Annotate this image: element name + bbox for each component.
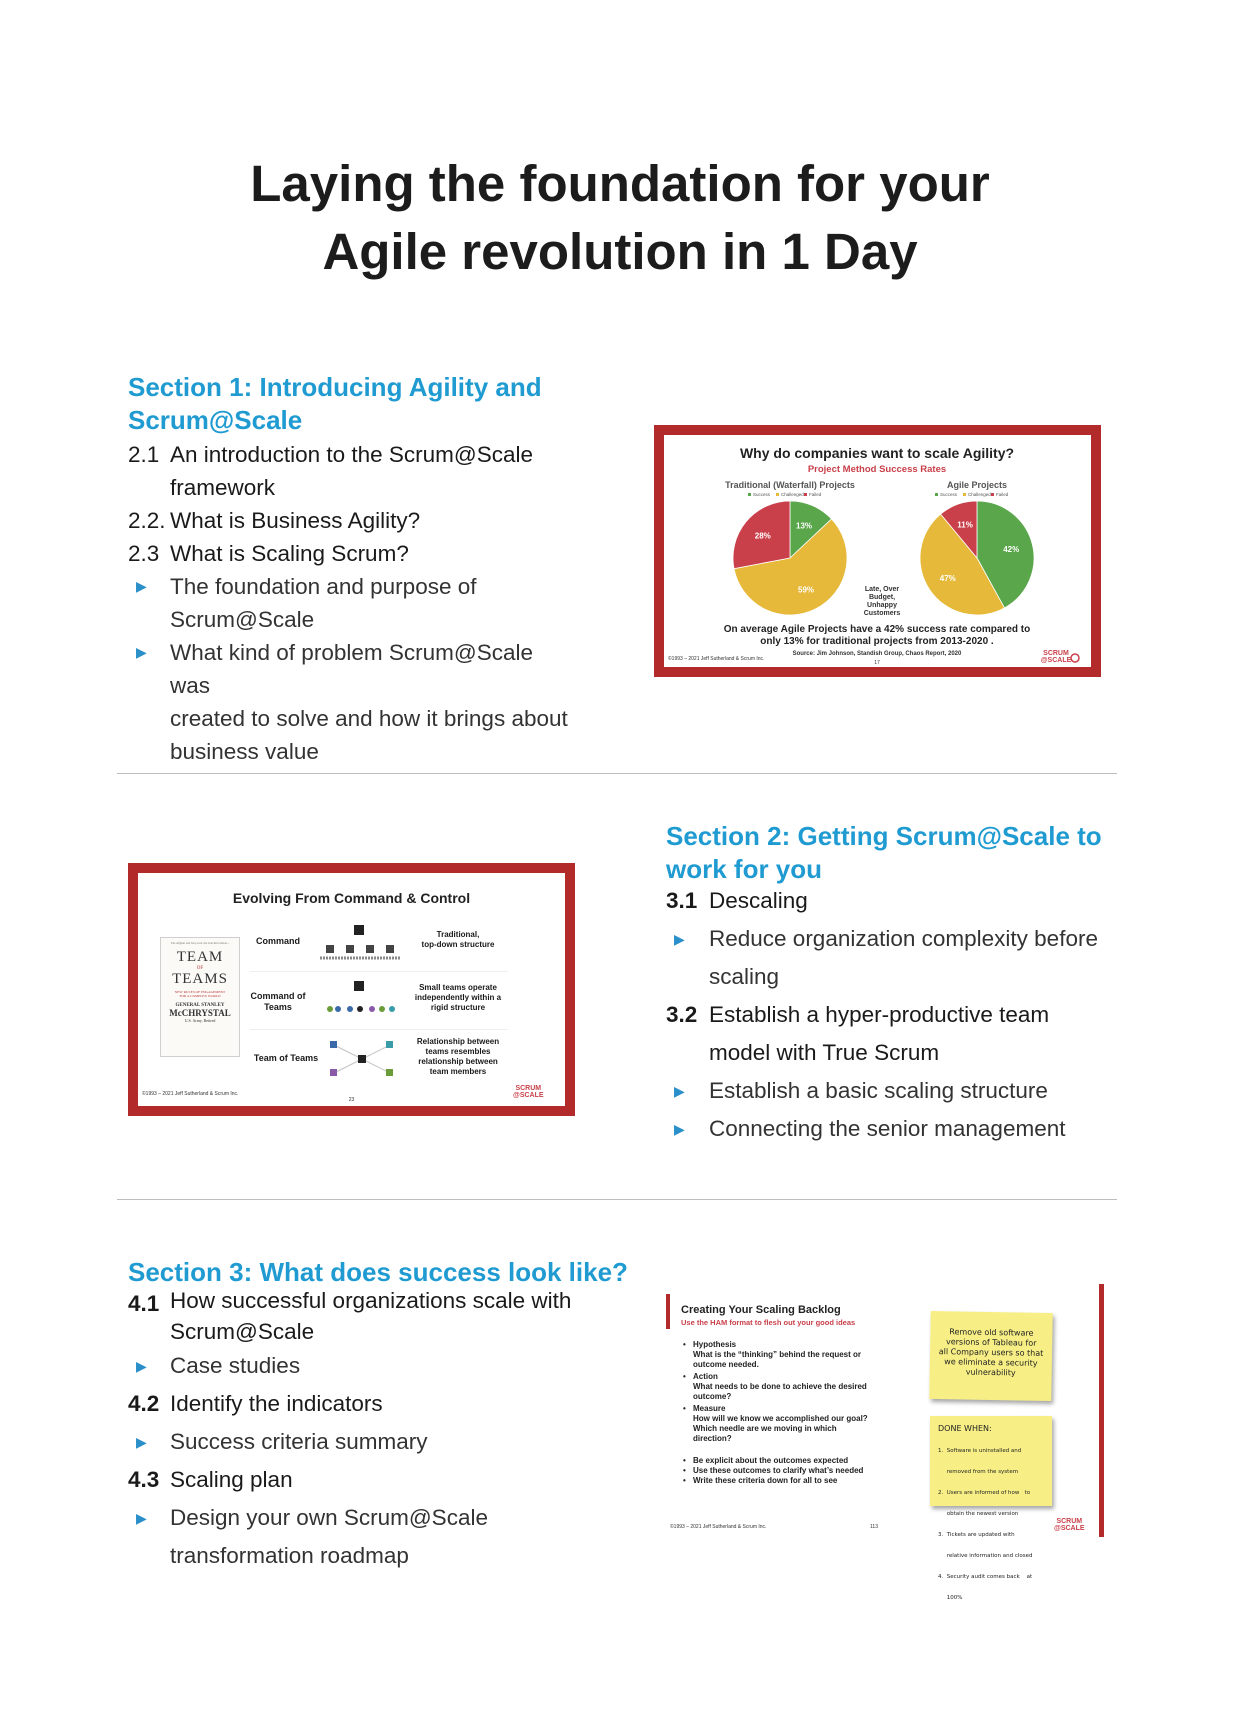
book-cover-image: [160, 937, 240, 1057]
list-item: [128, 504, 568, 537]
legend-swatch: [935, 493, 938, 496]
item-text: What is Scaling Scrum?: [170, 541, 409, 566]
note-line: versions of Tableau for: [945, 1337, 1037, 1348]
item-text: Use these outcomes to clarify what’s needed: [693, 1466, 864, 1475]
list-item: [681, 1340, 911, 1370]
item-text: scaling: [709, 964, 780, 989]
section-1-title-line1: Section 1: Introducing Agility and: [128, 372, 542, 402]
center-note-line: Unhappy: [867, 602, 897, 609]
scrum-logo: [513, 1085, 544, 1099]
bullet-dot-icon: •: [683, 1466, 686, 1475]
section-1-list: [128, 438, 568, 768]
scrum-logo-text: SCRUM: [1056, 1518, 1083, 1525]
desc-line: Traditional,: [436, 930, 480, 939]
section-2: [666, 820, 1116, 1148]
structure-table: [250, 913, 508, 1089]
item-text: framework: [170, 475, 276, 500]
legend-swatch: [776, 493, 779, 496]
item-text: The foundation and purpose of: [170, 574, 477, 599]
item-text: What kind of problem Scrum@Scale was: [170, 640, 533, 698]
ham-line: What needs to be done to achieve the desired: [693, 1382, 867, 1391]
table-row: [250, 971, 508, 1030]
teams-diagram-icon: [320, 979, 400, 1023]
bullet-arrow-icon: ▶: [674, 931, 685, 947]
right-pie-label: Agile Projects: [946, 480, 1008, 490]
item-text: Design your own Scrum@Scale: [170, 1505, 488, 1530]
bullet-dot-icon: •: [683, 1404, 686, 1413]
ham-line: outcome?: [693, 1392, 732, 1401]
book-subtitle: FOR A COMPLEX WORLD: [179, 994, 221, 998]
slide-page-number: 17: [874, 660, 880, 666]
legend-label: Failed: [809, 492, 822, 497]
desc-line: Small teams operate: [419, 983, 497, 992]
ham-head: Action: [693, 1372, 718, 1381]
note-line: obtain the newest version: [938, 1511, 1019, 1517]
item-text: Connecting the senior management: [709, 1116, 1066, 1141]
section-1: [128, 371, 568, 768]
bullet-dot-icon: •: [683, 1456, 686, 1465]
section-3: [128, 1256, 628, 1575]
slide-evolving: [128, 863, 575, 1116]
legend-label: Challenged: [968, 492, 991, 497]
desc-line: independently within a: [414, 993, 502, 1002]
slide-copyright: ©1993 – 2021 Jeff Sutherland & Scrum Inc.: [668, 656, 765, 662]
item-text: Write these criteria down for all to see: [693, 1476, 838, 1485]
item-number: 4.1: [128, 1291, 160, 1316]
left-legend: [748, 492, 822, 497]
legend-label: Success: [753, 492, 771, 497]
section-2-title-line2: work for you: [666, 854, 823, 884]
item-text: Identify the indicators: [170, 1391, 383, 1416]
item-text: Scrum@Scale: [170, 1319, 315, 1344]
pie-data-label: 42%: [1003, 545, 1020, 555]
hierarchy-diagram-icon: [320, 923, 400, 963]
ham-line: direction?: [693, 1434, 732, 1443]
slide-scaling-backlog: [666, 1284, 1104, 1601]
bullet-arrow-icon: ▶: [136, 1434, 147, 1450]
note-line: relative information and closed: [938, 1553, 1033, 1559]
pie-data-label: 28%: [754, 531, 771, 541]
item-number: 3.1: [666, 888, 698, 913]
list-item: [128, 1385, 628, 1423]
ham-head: Hypothesis: [693, 1340, 737, 1349]
note-line: 3. Tickets are updated with: [938, 1532, 1015, 1538]
scrum-logo-text: @SCALE: [513, 1092, 544, 1099]
bullet-arrow-icon: ▶: [136, 644, 147, 660]
note-line: 2. Users are informed of how to: [938, 1490, 1031, 1496]
slide-subtitle: Use the HAM format to flesh out your good ideas: [681, 1318, 856, 1327]
page-title-line1: Laying the foundation for your: [250, 155, 990, 212]
page-title-line2: Agile revolution in 1 Day: [322, 223, 918, 280]
item-text: business value: [170, 739, 319, 764]
section-3-title: Section 3: What does success look like?: [128, 1257, 628, 1287]
desc-line: rigid structure: [430, 1003, 486, 1012]
explicit-list: [681, 1456, 911, 1486]
ham-list: [681, 1340, 911, 1486]
note-title: DONE WHEN:: [938, 1424, 992, 1433]
scrum-logo: [1054, 1518, 1085, 1532]
item-text: Scaling plan: [170, 1467, 293, 1492]
slide-page-number: 113: [870, 1524, 878, 1530]
bullet-arrow-icon: ▶: [674, 1083, 685, 1099]
desc-line: teams resembles: [425, 1047, 491, 1056]
page-title: [0, 150, 1240, 286]
bullet-arrow-icon: ▶: [136, 1358, 147, 1374]
scrum-logo-text: @SCALE: [1040, 657, 1072, 664]
row-description: [408, 930, 508, 950]
desc-line: team members: [429, 1067, 487, 1076]
summary-line: On average Agile Projects have a 42% success rate compared to: [723, 624, 1031, 635]
item-text: Descaling: [709, 888, 808, 913]
item-text: An introduction to the Scrum@Scale: [170, 442, 534, 467]
slide-body: [664, 435, 1091, 667]
legend-swatch: [991, 493, 994, 496]
table-row: [250, 913, 508, 972]
section-1-title-line2: Scrum@Scale: [128, 405, 303, 435]
note-line: Remove old software: [949, 1327, 1034, 1338]
pie-chart-figure: [664, 435, 1091, 667]
row-label: Command of Teams: [250, 991, 306, 1012]
left-pie-label: Traditional (Waterfall) Projects: [725, 480, 855, 490]
slide-copyright: ©1993 – 2021 Jeff Sutherland & Scrum Inc.: [142, 1091, 239, 1097]
list-item: [128, 636, 568, 768]
list-item: [666, 882, 1116, 920]
item-text: Success criteria summary: [170, 1429, 428, 1454]
list-item: [666, 996, 1116, 1072]
item-number: 2.3: [128, 541, 160, 566]
desc-line: Relationship between: [416, 1037, 500, 1046]
bullet-arrow-icon: ▶: [674, 1121, 685, 1137]
scrum-logo-text: @SCALE: [1054, 1525, 1085, 1532]
pie-data-label: 47%: [939, 573, 956, 583]
row-label: Team of Teams: [253, 1053, 319, 1063]
book-title: TEAMS: [172, 971, 228, 987]
slide-title: Why do companies want to scale Agility?: [739, 445, 1015, 461]
list-item: [681, 1456, 911, 1466]
center-note-line: Late, Over: [864, 586, 900, 593]
item-text: How successful organizations scale with: [170, 1288, 572, 1313]
list-item: [128, 570, 568, 636]
ham-head: Measure: [693, 1404, 726, 1413]
slide-copyright: ©1993 – 2021 Jeff Sutherland & Scrum Inc.: [670, 1524, 767, 1530]
book-title-of: OF: [196, 966, 204, 971]
item-text: Establish a hyper-productive team: [709, 1002, 1050, 1027]
item-text: Be explicit about the outcomes expected: [693, 1456, 849, 1465]
item-number: 4.3: [128, 1467, 160, 1492]
item-text: Establish a basic scaling structure: [709, 1078, 1048, 1103]
slide-body: [138, 873, 565, 1106]
list-item: [128, 1423, 628, 1461]
source-note: Source: Jim Johnson, Standish Group, Chaos Report, 2020: [792, 651, 962, 657]
item-text: transformation roadmap: [170, 1543, 409, 1568]
item-text: Reduce organization complexity before: [709, 926, 1098, 951]
item-text: model with True Scrum: [709, 1040, 940, 1065]
item-number: 3.2: [666, 1002, 698, 1027]
book-author-rank: U.S. Army, Retired: [184, 1018, 216, 1023]
list-item: [681, 1404, 911, 1444]
list-item: [128, 1461, 628, 1499]
book-subtitle: NEW RULES OF ENGAGEMENT: [174, 990, 226, 994]
section-3-list: [128, 1285, 628, 1575]
legend-label: Challenged: [781, 492, 804, 497]
ham-line: Which needle are we moving in which: [693, 1424, 837, 1433]
legend-swatch: [963, 493, 966, 496]
section-2-title-line1: Section 2: Getting Scrum@Scale to: [666, 821, 1102, 851]
ham-line: What is the “thinking” behind the request or: [693, 1350, 862, 1359]
sticky-note-done-when: [930, 1416, 1052, 1601]
legend-swatch: [748, 493, 751, 496]
center-note-line: Budget,: [868, 594, 896, 601]
item-text: Scrum@Scale: [170, 607, 315, 632]
slide-why-scale: [654, 425, 1101, 677]
item-text: Case studies: [170, 1353, 301, 1378]
section-1-title: [128, 371, 568, 437]
item-number: 2.2.: [128, 508, 166, 533]
bullet-arrow-icon: ▶: [136, 578, 147, 594]
note-line: we eliminate a security: [944, 1357, 1038, 1368]
item-number: 2.1: [128, 442, 160, 467]
pie-data-label: 59%: [798, 585, 815, 595]
book-blurb: The Afghan and Iraq wars: the Iran Revolution...: [170, 941, 230, 945]
scrum-logo-icon: [1071, 654, 1079, 662]
slide-edge-bar: [1099, 1284, 1104, 1537]
done-when-list: [930, 1434, 1052, 1616]
note-line: 1. Software is uninstalled and: [938, 1448, 1022, 1454]
desc-line: relationship between: [418, 1057, 498, 1066]
summary-line: only 13% for traditional projects from 2013-2020 .: [760, 636, 994, 647]
right-legend: [935, 492, 1009, 497]
desc-line: top-down structure: [421, 940, 495, 949]
list-item: [666, 1110, 1116, 1148]
slide-accent-bar: [666, 1294, 670, 1329]
book-title: TEAM: [176, 949, 224, 965]
note-line: vulnerability: [965, 1367, 1016, 1378]
bullet-dot-icon: •: [683, 1372, 686, 1381]
section-2-title: [666, 820, 1116, 886]
slide-title: Evolving From Command & Control: [232, 890, 471, 906]
bullet-arrow-icon: ▶: [136, 1510, 147, 1526]
list-item: [681, 1466, 911, 1476]
row-description: [408, 983, 508, 1013]
row-description: [408, 1037, 508, 1077]
ham-line: outcome needed.: [693, 1360, 759, 1369]
network-diagram-icon: [322, 1033, 402, 1083]
slide-page-number: 23: [348, 1097, 355, 1103]
divider: [117, 773, 1117, 774]
row-label: Command: [255, 936, 300, 946]
note-line: 4. Security audit comes back at: [938, 1574, 1033, 1580]
pie-data-label: 11%: [957, 520, 973, 530]
note-line: all Company users so that: [938, 1347, 1044, 1358]
scrum-logo-text: SCRUM: [1043, 650, 1069, 657]
section-2-list: [666, 882, 1116, 1148]
legend-label: Success: [940, 492, 958, 497]
list-item: [681, 1372, 911, 1402]
note-line: 100%: [938, 1595, 963, 1601]
slide-subtitle: Project Method Success Rates: [807, 464, 947, 475]
slide-title: Creating Your Scaling Backlog: [681, 1304, 841, 1316]
book-author: McCHRYSTAL: [169, 1008, 231, 1018]
item-text: What is Business Agility?: [170, 508, 421, 533]
center-note-line: Customers: [863, 610, 901, 617]
book-author: GENERAL STANLEY: [175, 1003, 225, 1008]
list-item: [128, 537, 568, 570]
pie-traditional: [733, 501, 847, 615]
list-item: [666, 920, 1116, 996]
note-line: removed from the system: [938, 1469, 1019, 1475]
list-item: [681, 1476, 911, 1486]
pie-agile: [920, 501, 1034, 615]
sticky-note-hypothesis: [929, 1311, 1053, 1401]
legend-label: Failed: [996, 492, 1009, 497]
legend-swatch: [804, 493, 807, 496]
list-item: [128, 1347, 628, 1385]
item-number: 4.2: [128, 1391, 160, 1416]
divider: [117, 1199, 1117, 1200]
list-item: [666, 1072, 1116, 1110]
bullet-dot-icon: •: [683, 1340, 686, 1349]
list-item: [128, 438, 568, 504]
pie-data-label: 13%: [796, 521, 813, 531]
item-text: created to solve and how it brings about: [170, 706, 568, 731]
bullet-dot-icon: •: [683, 1476, 686, 1485]
list-item: [128, 1499, 628, 1575]
scrum-logo-text: SCRUM: [515, 1085, 542, 1092]
table-row: [250, 1029, 508, 1089]
list-item: [128, 1285, 628, 1347]
ham-line: How will we know we accomplished our goal?: [693, 1414, 868, 1423]
